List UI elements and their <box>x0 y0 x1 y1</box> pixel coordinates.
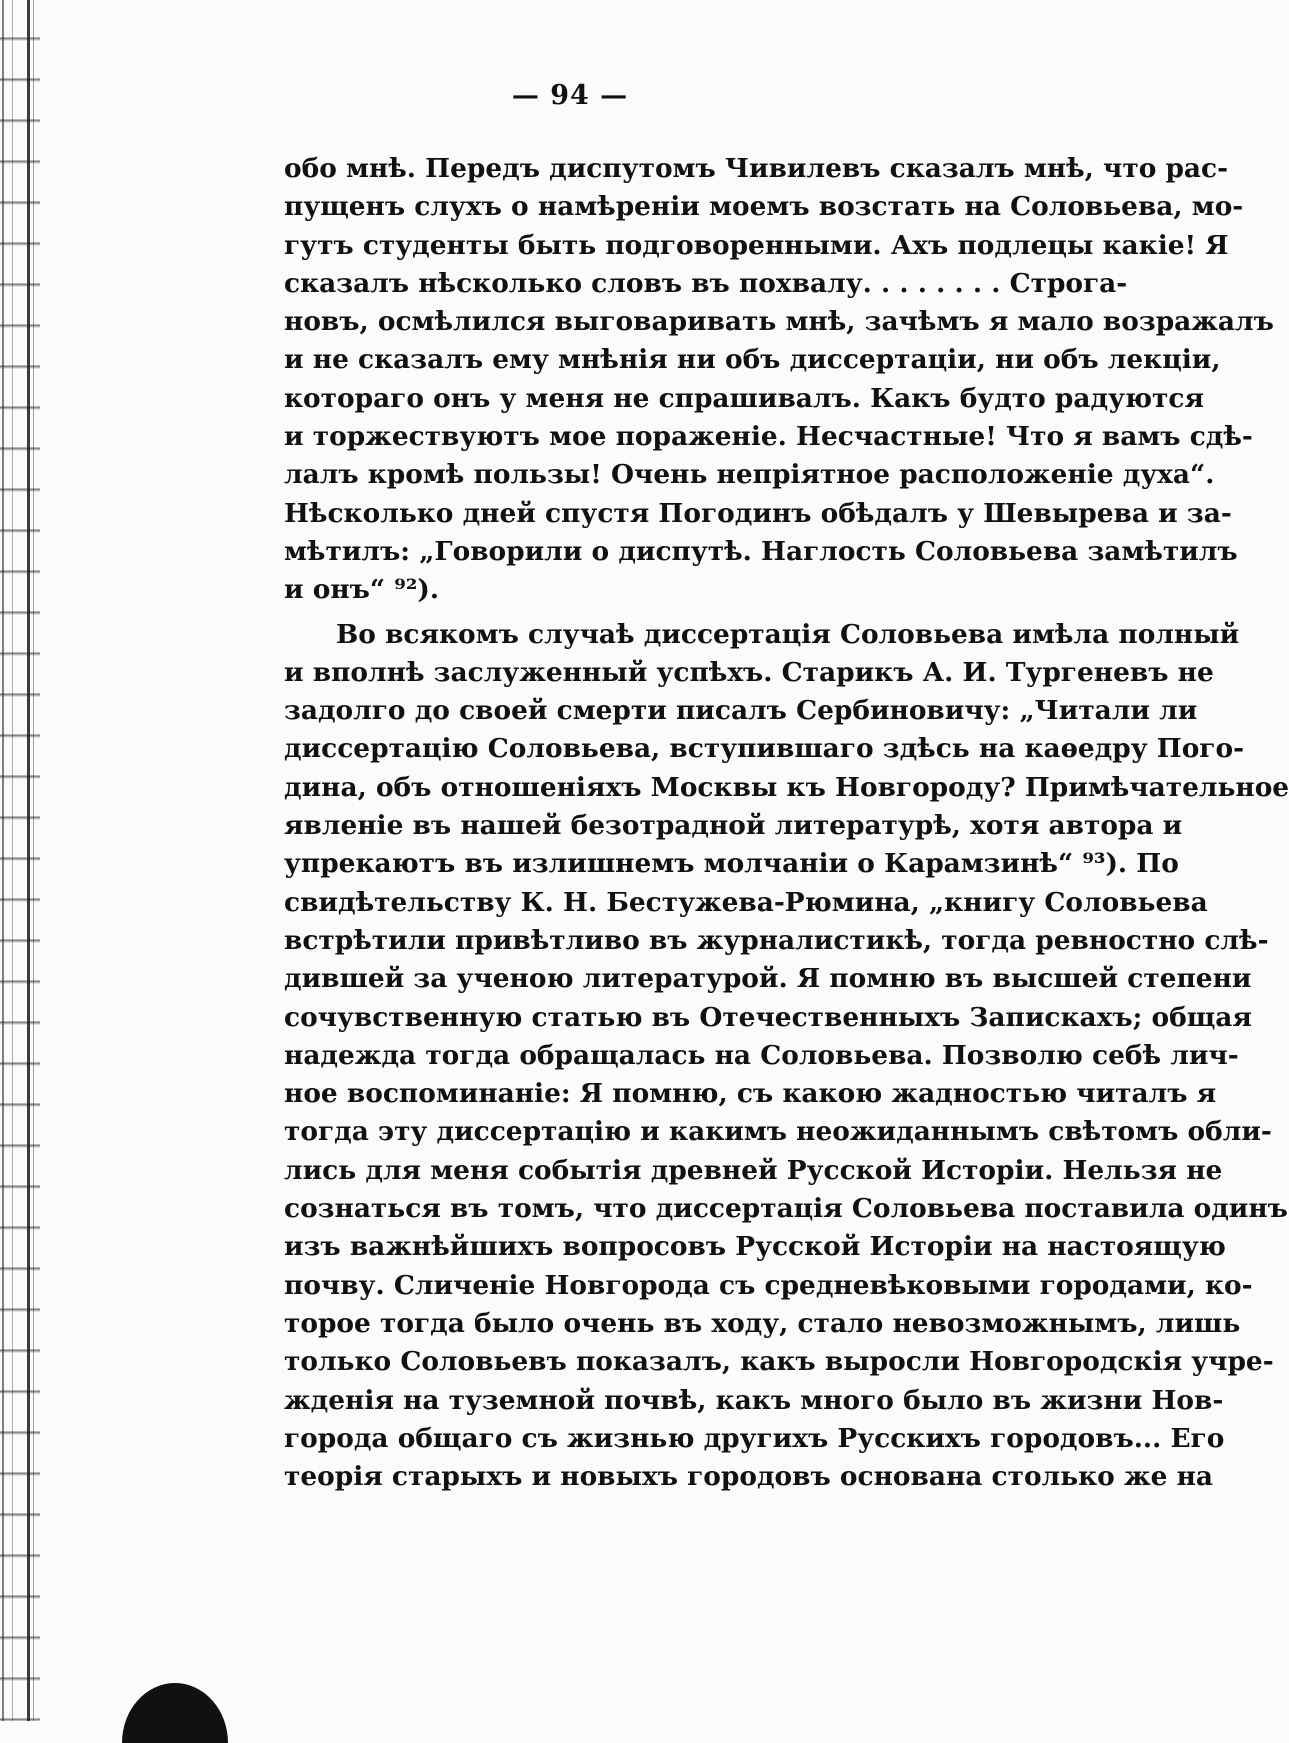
text-line: ное воспоминаніе: Я помню, съ какою жадностью читалъ я <box>284 1078 1217 1110</box>
text-line: только Соловьевъ показалъ, какъ выросли Новгородскія учре- <box>284 1346 1274 1378</box>
text-line: лись для меня событія древней Русской Исторіи. Нельзя не <box>284 1154 1223 1186</box>
text-line: почву. Сличеніе Новгорода съ средневѣковыми городами, ко- <box>284 1269 1253 1301</box>
text-line: пущенъ слухъ о намѣреніи моемъ возстать на Соловьева, мо- <box>284 191 1244 223</box>
text-line: мѣтилъ: „Говорили о диспутѣ. Наглость Соловьева замѣтилъ <box>284 535 1238 567</box>
gutter-streak <box>27 0 30 1721</box>
text-line: торое тогда было очень въ ходу, стало невозможнымъ, лишь <box>284 1307 1241 1339</box>
text-line: встрѣтили привѣтливо въ журналистикѣ, тогда ревностно слѣ- <box>284 924 1269 956</box>
text-line: диссертацію Соловьева, вступившаго здѣсь на каѳедру Пого- <box>284 733 1245 765</box>
gutter-streak <box>12 0 13 1721</box>
text-line: Во всякомъ случаѣ диссертація Соловьева имѣла полный <box>336 618 1240 650</box>
text-line: сознаться въ томъ, что диссертація Соловьева поставила одинъ <box>284 1193 1288 1225</box>
text-line: явленіе въ нашей безотрадной литературѣ, хотя автора и <box>284 810 1183 842</box>
text-line: обо мнѣ. Передъ диспутомъ Чивилевъ сказалъ мнѣ, что рас- <box>284 153 1229 184</box>
text-line: города общаго съ жизнью другихъ Русскихъ городовъ... Его <box>284 1422 1225 1454</box>
text-line: жденія на туземной почвѣ, какъ много было въ жизни Нов- <box>284 1384 1224 1416</box>
text-line: гутъ студенты быть подговоренными. Ахъ подлецы какіе! Я <box>284 229 1229 261</box>
text-line: Нѣсколько дней спустя Погодинъ обѣдалъ у Шевырева и за- <box>284 497 1232 529</box>
text-line: новъ, осмѣлился выговаривать мнѣ, зачѣмъ я мало возражалъ <box>284 306 1274 338</box>
text-line: надежда тогда обращалась на Соловьева. Позволю себѣ лич- <box>284 1039 1239 1071</box>
text-line: котораго онъ у меня не спрашивалъ. Какъ будто радуются <box>284 382 1204 414</box>
text-line: задолго до своей смерти писалъ Сербиновичу: „Читали ли <box>284 695 1198 727</box>
text-line: дившей за ученою литературой. Я помню въ высшей степени <box>284 963 1252 995</box>
text-line: дина, объ отношеніяхъ Москвы къ Новгороду? Примѣчательное <box>284 771 1289 803</box>
text-line: лалъ кромѣ пользы! Очень непріятное расположеніе духа“. <box>284 459 1215 491</box>
page-number: — 94 — <box>511 80 629 111</box>
scan-smudge <box>122 1683 228 1743</box>
text-line: свидѣтельству К. Н. Бестужева-Рюмина, „книгу Соловьева <box>284 886 1208 918</box>
text-line: изъ важнѣйшихъ вопросовъ Русской Исторіи на настоящую <box>284 1231 1226 1263</box>
text-line: сказалъ нѣсколько словъ въ похвалу. . . . . . . . Строга- <box>284 267 1128 299</box>
binding-gutter <box>0 0 40 1721</box>
text-line: и торжествуютъ мое пораженіе. Несчастные! Что я вамъ сдѣ- <box>284 421 1253 453</box>
body-text <box>284 150 1289 1496</box>
gutter-streak <box>2 0 4 1721</box>
text-line: и онъ“ ⁹²). <box>284 574 440 606</box>
gutter-streak <box>33 0 34 1721</box>
text-line: и не сказалъ ему мнѣнія ни объ диссертаціи, ни объ лекціи, <box>284 344 1221 376</box>
text-line: тогда эту диссертацію и какимъ неожиданнымъ свѣтомъ обли- <box>284 1116 1272 1148</box>
text-line: упрекаютъ въ излишнемъ молчаніи о Карамзинѣ“ ⁹³). По <box>284 848 1179 880</box>
text-line: теорія старыхъ и новыхъ городовъ основана столько же на <box>284 1461 1213 1493</box>
text-line: сочувственную статью въ Отечественныхъ Запискахъ; общая <box>284 1001 1252 1033</box>
text-line: и вполнѣ заслуженный успѣхъ. Старикъ А. И. Тургеневъ не <box>284 656 1214 688</box>
